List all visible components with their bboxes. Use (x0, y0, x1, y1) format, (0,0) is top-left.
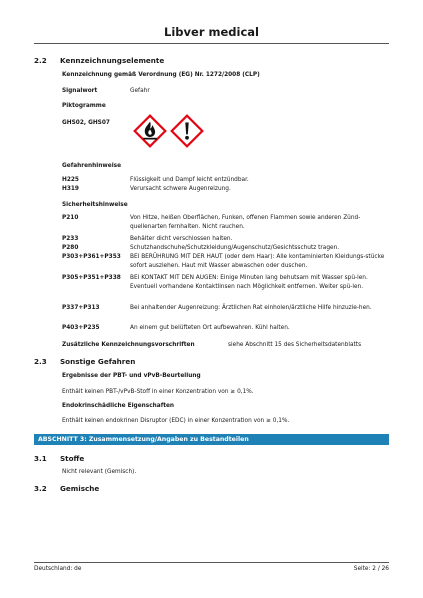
precaution-code: P305+P351+P338 (62, 275, 121, 281)
hazard-code: H319 (62, 186, 79, 192)
precautionary-statements-heading: Sicherheitshinweise (62, 202, 128, 208)
footer-page-number: Seite: 2 / 26 (353, 566, 389, 572)
precaution-code: P280 (62, 245, 79, 251)
precaution-text: Bei anhaltender Augenreizung: Ärztlichen Rat einholen/ärztliche Hilfe hinzuzie-hen. (130, 305, 372, 311)
additional-labelling-label: Zusätzliche Kennzeichnungsvorschriften (62, 342, 195, 348)
flame-icon (133, 114, 167, 148)
endocrine-heading: Endokrinschädliche Eigenschaften (62, 403, 175, 409)
pictograms-label: Piktogramme (62, 103, 106, 109)
section-number: 2.3 (34, 357, 47, 366)
precaution-text: An einem gut belüfteten Ort aufbewahren. Kühl halten. (130, 325, 290, 331)
precaution-code: P403+P235 (62, 325, 100, 331)
precaution-code: P337+P313 (62, 305, 100, 311)
footer-divider (34, 562, 389, 563)
signal-word-value: Gefahr (130, 88, 150, 94)
section-number: 3.2 (34, 484, 47, 493)
precaution-code: P303+P361+P353 (62, 254, 121, 260)
section-title: Stoffe (60, 454, 85, 463)
title-divider (34, 43, 389, 44)
section-title: Kennzeichnungselemente (60, 56, 165, 65)
section-title: Sonstige Gefahren (60, 357, 136, 366)
precaution-code: P233 (62, 236, 79, 242)
pbt-heading: Ergebnisse der PBT- und vPvB-Beurteilung (62, 373, 201, 379)
hazard-text: Verursacht schwere Augenreizung. (130, 186, 231, 192)
pictograms-codes: GHS02, GHS07 (62, 120, 110, 126)
signal-word-label: Signalwort (62, 88, 98, 94)
precaution-text: Schutzhandschuhe/Schutzkleidung/Augenschutz/Gesichtsschutz tragen. (130, 245, 340, 251)
additional-labelling-value: siehe Abschnitt 15 des Sicherheitsdatenblatts (228, 342, 362, 348)
precaution-text: BEI BERÜHRUNG MIT DER HAUT (oder dem Haar): Alle kontaminierten Kleidungs-stücke sofort ausziehen. Haut mit Wasser abwaschen oder duschen. (130, 254, 385, 269)
hazard-code: H225 (62, 177, 79, 183)
section-3-banner: ABSCHNITT 3: Zusammensetzung/Angaben zu Bestandteilen (34, 434, 389, 445)
precaution-code: P210 (62, 215, 79, 221)
exclamation-mark-icon (170, 114, 204, 148)
section-number: 2.2 (34, 56, 47, 65)
precaution-text: Von Hitze, heißen Oberflächen, Funken, offenen Flammen sowie anderen Zünd-quellenarten fernhalten. Nicht rauchen. (130, 215, 361, 230)
footer-country: Deutschland: de (34, 566, 82, 572)
precaution-text: Behälter dicht verschlossen halten. (130, 236, 233, 242)
section-number: 3.1 (34, 454, 47, 463)
section-title: Gemische (60, 484, 100, 493)
precaution-text: BEI KONTAKT MIT DEN AUGEN: Einige Minuten lang behutsam mit Wasser spü-len. Eventuell vorhandene Kontaktlinsen nach Möglichkeit entfernen. Weiter spü-len. (130, 275, 368, 290)
page-title: Libver medical (164, 25, 259, 39)
hazard-text: Flüssigkeit und Dampf leicht entzündbar. (130, 177, 249, 183)
substances-text: Nicht relevant (Gemisch). (62, 469, 137, 475)
pbt-text: Enthält keinen PBT-/vPvB-Stoff in einer Konzentration von ≥ 0,1%. (62, 389, 254, 395)
endocrine-text: Enthält keinen endokrinen Disruptor (EDC) in einer Konzentration von ≥ 0,1%. (62, 418, 290, 424)
hazard-statements-heading: Gefahrenhinweise (62, 163, 122, 169)
regulation-heading: Kennzeichnung gemäß Verordnung (EG) Nr. 1272/2008 (CLP) (62, 72, 260, 78)
